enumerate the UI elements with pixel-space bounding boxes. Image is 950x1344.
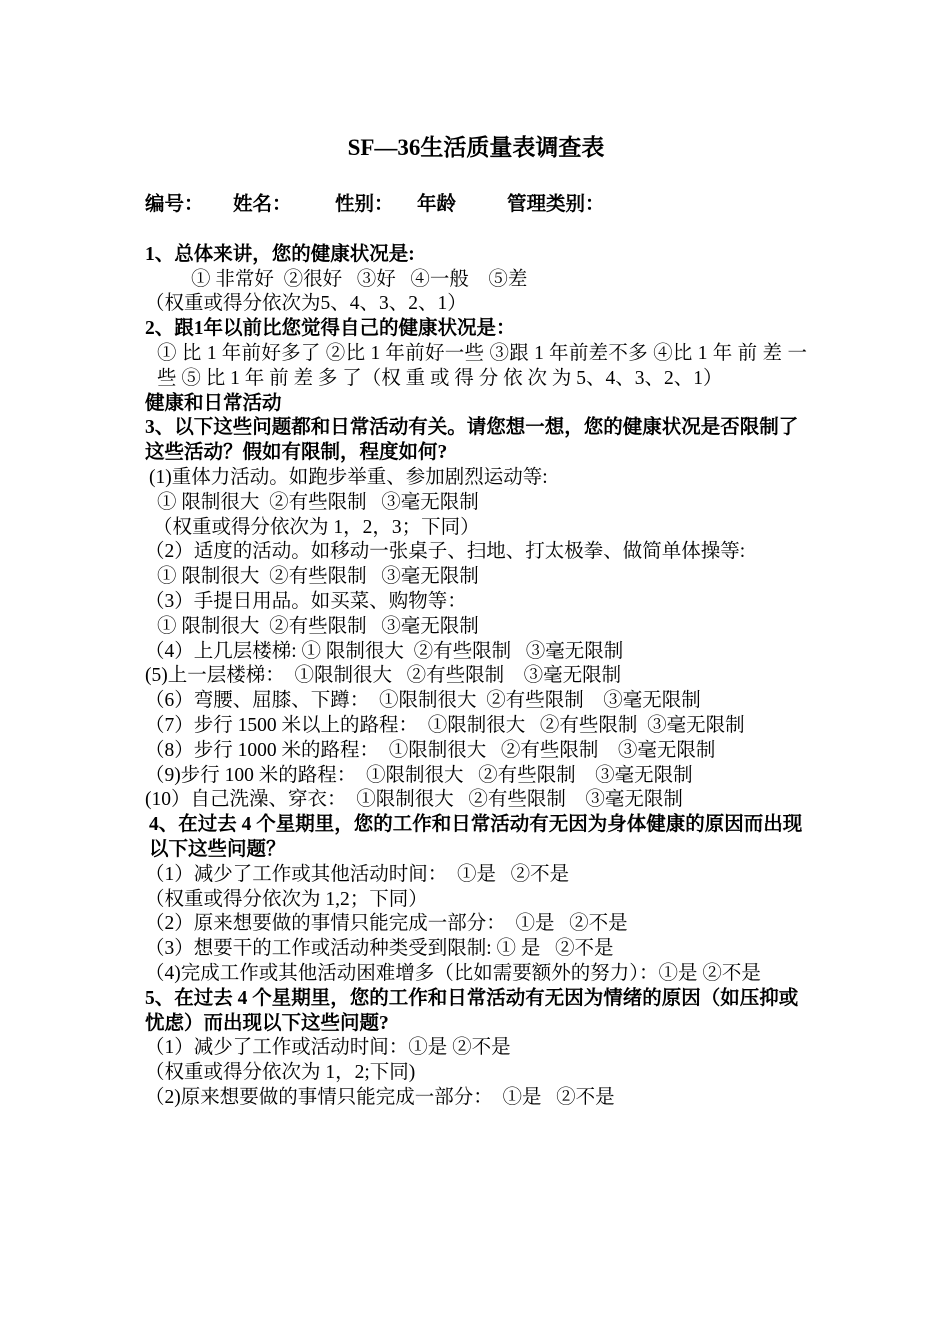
header-fields	[145, 193, 807, 218]
q3-item: （权重或得分依次为 1，2，3；下同）	[153, 516, 480, 538]
q3-item: （7）步行 1500 米以上的路程： ①限制很大 ②有些限制 ③毫无限制	[145, 714, 745, 736]
field-number: 编号：	[145, 194, 204, 215]
document-title: SF—36生活质量表调查表	[347, 135, 605, 160]
q3-item: （3）手提日用品。如买菜、购物等：	[145, 590, 467, 612]
q3-item: (5)上一层楼梯： ①限制很大 ②有些限制 ③毫无限制	[145, 665, 622, 687]
field-category: 管理类别：	[507, 194, 605, 215]
field-age: 年龄	[417, 194, 457, 215]
q3-item: (1)重体力活动。如跑步举重、参加剧烈运动等:	[149, 466, 548, 488]
q1-options: ① 非常好 ②很好 ③好 ④一般 ⑤差	[191, 268, 528, 290]
q3-item: ① 限制很大 ②有些限制 ③毫无限制	[157, 615, 479, 637]
q1-question: 1、总体来讲，您的健康状况是:	[145, 243, 415, 265]
q3-item: (10）自己洗澡、穿衣： ①限制很大 ②有些限制 ③毫无限制	[145, 789, 683, 811]
field-gender: 性别：	[335, 194, 394, 215]
q3-item: （2）适度的活动。如移动一张桌子、扫地、打太极拳、做简单体操等:	[145, 541, 746, 563]
q3-item: （4）上几层楼梯: ① 限制很大 ②有些限制 ③毫无限制	[145, 640, 624, 662]
q3-question: 3、以下这些问题都和日常活动有关。请您想一想，您的健康状况是否限制了这些活动？假如有限制，程度如何?	[145, 417, 799, 464]
document-page	[145, 128, 807, 1111]
q4-item: （权重或得分依次为 1,2；下同）	[145, 888, 428, 910]
q1-weights: （权重或得分依次为5、4、3、2、1）	[145, 293, 467, 315]
q3-item: （6）弯腰、屈膝、下蹲： ①限制很大 ②有些限制 ③毫无限制	[145, 690, 701, 712]
q3-item: ① 限制很大 ②有些限制 ③毫无限制	[157, 566, 479, 588]
q3-item: （9)步行 100 米的路程： ①限制很大 ②有些限制 ③毫无限制	[145, 764, 693, 786]
q4-item: （1）减少了工作或其他活动时间： ①是 ②不是	[145, 863, 570, 885]
q2-options: ① 比 1 年前好多了 ②比 1 年前好一些 ③跟 1 年前差不多 ④比 1 年 前 差 一 些 ⑤ 比 1 年 前 差 多 了（权 重 或 得 分 依 次 为 5、4、3、2、1）	[157, 342, 807, 389]
q5-item: （2)原来想要做的事情只能完成一部分： ①是 ②不是	[145, 1086, 615, 1108]
q2-question: 2、跟1年以前比您觉得自己的健康状况是：	[145, 318, 516, 340]
q4-item: （4)完成工作或其他活动困难增多（比如需要额外的努力）：①是 ②不是	[145, 962, 761, 984]
q3-item: ① 限制很大 ②有些限制 ③毫无限制	[157, 491, 479, 513]
q4-item: （2）原来想要做的事情只能完成一部分： ①是 ②不是	[145, 913, 628, 935]
section-heading: 健康和日常活动	[145, 392, 282, 414]
q3-item: （8）步行 1000 米的路程： ①限制很大 ②有些限制 ③毫无限制	[145, 739, 716, 761]
q4-question: 4、在过去 4 个星期里，您的工作和日常活动有无因为身体健康的原因而出现以下这些问题？	[149, 814, 803, 860]
q5-item: （1）减少了工作或活动时间：①是 ②不是	[145, 1037, 511, 1059]
q5-item: （权重或得分依次为 1，2;下同)	[145, 1062, 416, 1084]
q4-item: （3）想要干的工作或活动种类受到限制: ① 是 ②不是	[145, 938, 614, 960]
field-name: 姓名：	[233, 194, 292, 215]
q5-question: 5、在过去 4 个星期里，您的工作和日常活动有无因为情绪的原因（如压抑或忧虑）而出现以下这些问题?	[145, 987, 799, 1034]
